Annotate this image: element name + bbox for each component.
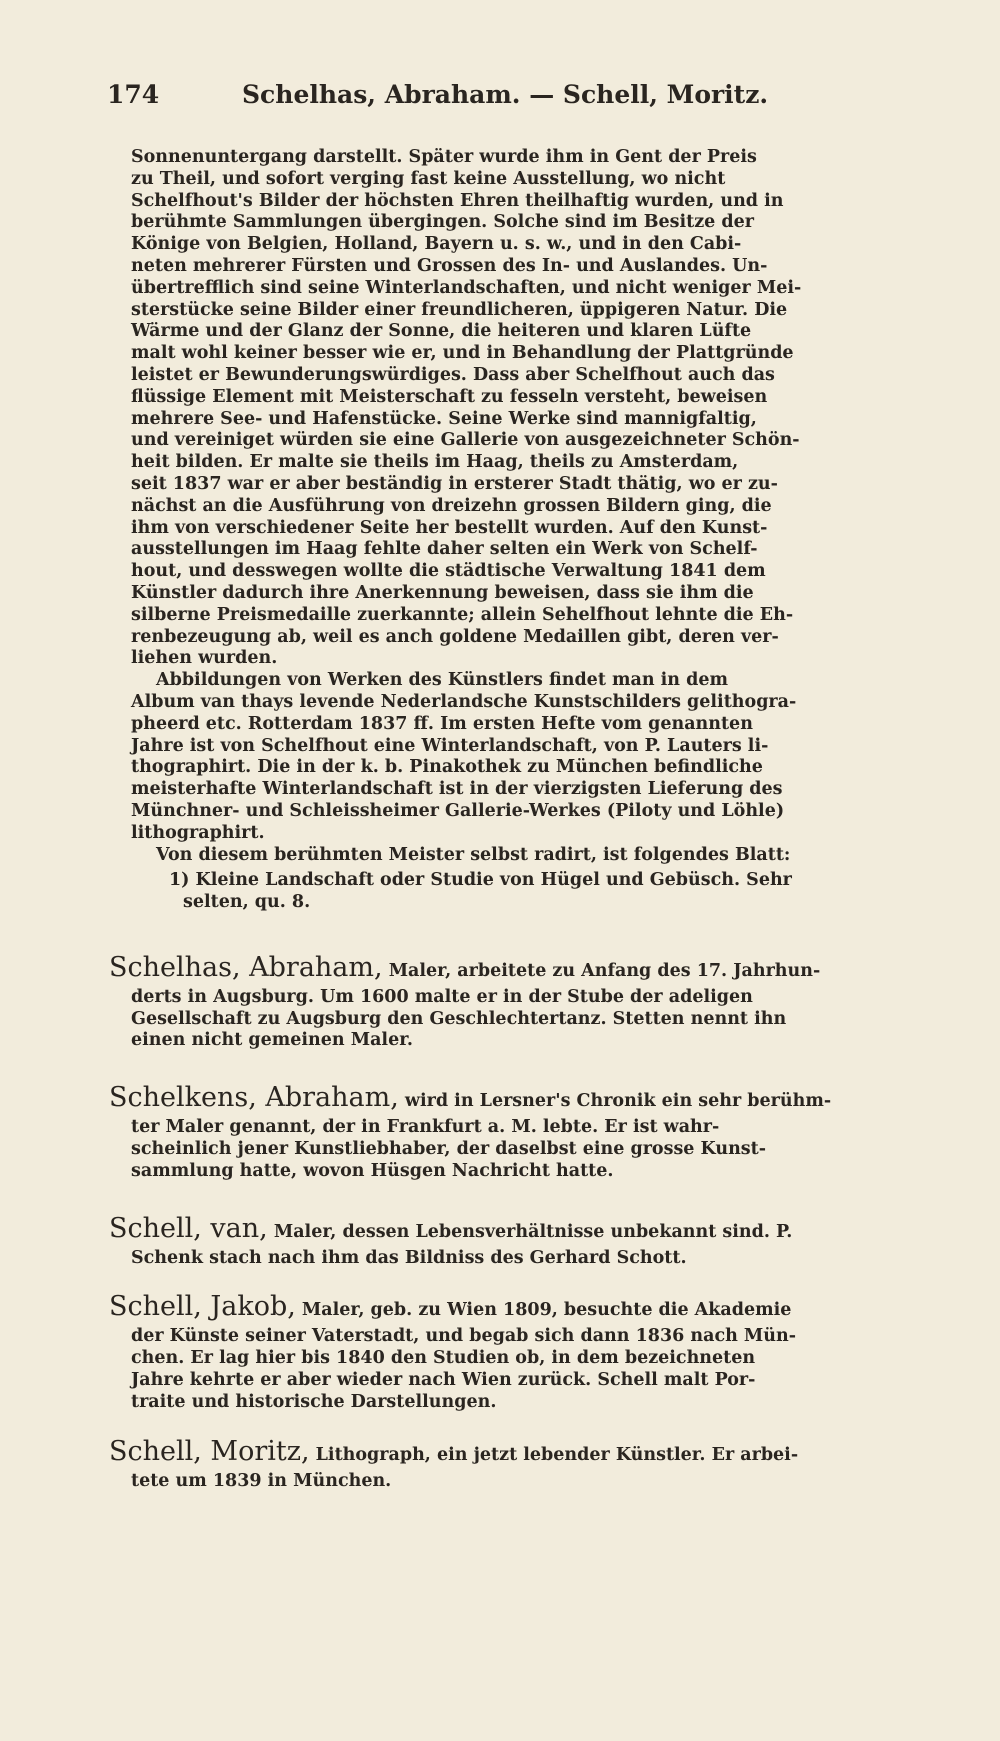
text-line: berühmte Sammlungen übergingen. Solche sind im Besitze der	[131, 212, 754, 233]
dictionary-entry	[109, 1291, 903, 1413]
text-line: traite und historische Darstellungen.	[131, 1391, 497, 1412]
dictionary-entry	[109, 1082, 903, 1182]
dictionary-entry	[109, 951, 903, 1052]
etching-intro: Von diesem berühmten Meister selbst radirt, ist folgendes Blatt:	[156, 844, 791, 865]
etching-item: 1) Kleine Landschaft oder Studie von Hügel und Gebüsch. Sehr selten, qu. 8.	[169, 870, 792, 913]
entry-body	[131, 1248, 903, 1270]
dictionary-entry	[109, 1435, 903, 1493]
text-line: renbezeugung ab, weil es anch goldene Medaillen gibt, deren ver-	[131, 626, 779, 647]
text-line: Jahre ist von Schelfhout eine Winterlandschaft, von P. Lauters li-	[131, 735, 769, 756]
entry-text: Maler, dessen Lebensverhältnisse unbekannt sind. P.	[273, 1221, 793, 1242]
entry-first-line	[109, 1436, 903, 1471]
text-line: silberne Preismedaille zuerkannte; allein Sehelfhout lehnte die Eh-	[131, 604, 794, 625]
text-line: ter Maler genannt, der in Frankfurt a. M. lebte. Er ist wahr-	[131, 1117, 720, 1138]
text-line: Schenk stach nach ihm das Bildniss des Gerhard Schott.	[131, 1247, 687, 1268]
entry-name: Schelhas, Abraham,	[109, 951, 383, 983]
entry-body	[131, 987, 903, 1052]
entry-body	[131, 1326, 903, 1413]
entry-name: Schell, Moritz,	[109, 1435, 310, 1467]
text-line: scheinlich jener Kunstliebhaber, der daselbst eine grosse Kunst-	[131, 1139, 766, 1160]
text-line: Album van thays levende Nederlandsche Kunstschilders gelithogra-	[131, 691, 797, 712]
text-line: Könige von Belgien, Holland, Bayern u. s. w., und in den Cabi-	[131, 234, 742, 255]
entry-body	[131, 1471, 903, 1493]
text-line: Wärme und der Glanz der Sonne, die heiteren und klaren Lüfte	[131, 321, 752, 342]
entry-text: Lithograph, ein jetzt lebender Künstler. Er arbei-	[315, 1444, 799, 1465]
text-line: meisterhafte Winterlandschaft ist in der vierzigsten Lieferung des	[131, 779, 783, 800]
text-line: der Künste seiner Vaterstadt, und begab sich dann 1836 nach Mün-	[131, 1326, 796, 1347]
text-line: Schelfhout's Bilder der höchsten Ehren theilhaftig wurden, und in	[131, 190, 784, 211]
page-number: 174	[107, 80, 160, 109]
text-line: zu Theil, und sofort verging fast keine Ausstellung, wo nicht	[131, 168, 726, 189]
entry-first-line	[109, 1213, 903, 1248]
text-line: seit 1837 war er aber beständig in ersterer Stadt thätig, wo er zu-	[131, 473, 778, 494]
continuation-paragraph	[131, 147, 903, 670]
text-line: lithographirt.	[131, 822, 265, 843]
text-line: thographirt. Die in der k. b. Pinakothek zu München befindliche	[131, 757, 763, 778]
text-line: Sonnenuntergang darstellt. Später wurde ihm in Gent der Preis	[131, 147, 757, 167]
entry-first-line	[109, 1291, 903, 1326]
text-line: mehrere See- und Hafenstücke. Seine Werke sind mannigfaltig,	[131, 408, 757, 429]
text-line: neten mehrerer Fürsten und Grossen des In- und Auslandes. Un-	[131, 255, 768, 276]
text-line: sammlung hatte, wovon Hüsgen Nachricht hatte.	[131, 1160, 614, 1181]
text-line: ihm von verschiedener Seite her bestellt wurden. Auf den Kunst-	[131, 517, 768, 538]
page-header	[107, 80, 907, 120]
text-line: tete um 1839 in München.	[131, 1470, 392, 1491]
text-line: hout, und desswegen wollte die städtische Verwaltung 1841 dem	[131, 561, 766, 582]
entries-list	[109, 951, 903, 1493]
text-line: Abbildungen von Werken des Künstlers findet man in dem	[156, 670, 729, 691]
text-line: liehen wurden.	[131, 648, 278, 669]
text-line: pheerd etc. Rotterdam 1837 ff. Im ersten Hefte vom genannten	[131, 713, 753, 734]
text-line: Münchner- und Schleissheimer Gallerie-Werkes (Piloty und Löhle)	[131, 800, 785, 821]
text-line: einen nicht gemeinen Maler.	[131, 1030, 413, 1051]
entry-name: Schelkens, Abraham,	[109, 1082, 399, 1114]
text-line: Jahre kehrte er aber wieder nach Wien zurück. Schell malt Por-	[131, 1370, 756, 1391]
text-line: chen. Er lag hier bis 1840 den Studien ob, in dem bezeichneten	[131, 1348, 756, 1369]
text-line: Künstler dadurch ihre Anerkennung beweisen, dass sie ihm die	[131, 582, 754, 603]
entry-name: Schell, van,	[109, 1212, 268, 1244]
dictionary-entry	[109, 1212, 903, 1270]
entry-first-line	[109, 1082, 903, 1117]
text-line: Gesellschaft zu Augsburg den Geschlechtertanz. Stetten nennt ihn	[131, 1008, 787, 1029]
entry-text: wird in Lersner's Chronik ein sehr berühm-	[404, 1091, 832, 1112]
text-line: übertrefflich sind seine Winterlandschaften, und nicht weniger Mei-	[131, 277, 802, 298]
illustrations-paragraph	[131, 670, 903, 844]
text-line: leistet er Bewunderungswürdiges. Dass aber Schelfhout auch das	[131, 364, 775, 385]
running-title: Schelhas, Abraham. — Schell, Moritz.	[242, 80, 769, 109]
entry-text: Maler, arbeitete zu Anfang des 17. Jahrhun-	[388, 960, 821, 981]
page-body	[109, 147, 903, 1492]
text-line: nächst an die Ausführung von dreizehn grossen Bildern ging, die	[131, 495, 772, 516]
entry-body	[131, 1117, 903, 1182]
text-line: sterstücke seine Bilder einer freundlicheren, üppigeren Natur. Die	[131, 299, 788, 320]
entry-name: Schell, Jakob,	[109, 1291, 296, 1323]
text-line: heit bilden. Er malte sie theils im Haag, theils zu Amsterdam,	[131, 452, 739, 473]
entry-text: Maler, geb. zu Wien 1809, besuchte die Akademie	[301, 1300, 792, 1321]
text-line: und vereiniget würden sie eine Gallerie von ausgezeichneter Schön-	[131, 430, 800, 451]
text-line: derts in Augsburg. Um 1600 malte er in der Stube der adeligen	[131, 986, 753, 1007]
entry-first-line	[109, 952, 903, 987]
text-line: ausstellungen im Haag fehlte daher selten ein Werk von Schelf-	[131, 539, 758, 560]
text-line: flüssige Element mit Meisterschaft zu fesseln versteht, beweisen	[131, 386, 768, 407]
text-line: malt wohl keiner besser wie er, und in Behandlung der Plattgründe	[131, 343, 794, 364]
